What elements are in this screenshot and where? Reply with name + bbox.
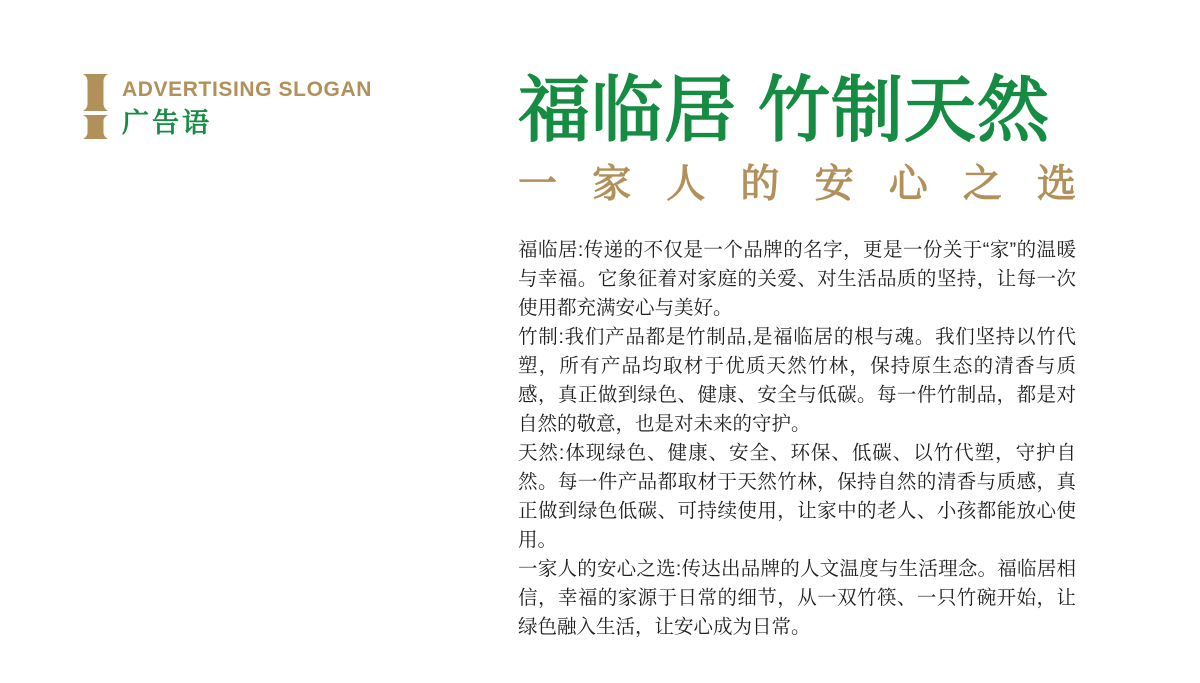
paragraph-fulinju: 福临居:传递的不仅是一个品牌的名字，更是一份关于“家”的温暖与幸福。它象征着对家庭的关爱、对生活品质的坚持，让每一次使用都充满安心与美好。 [518,239,1076,320]
slogan-headline: 福临居 竹制天然 [518,71,1051,151]
slogan-content [518,68,1076,642]
slogan-description [518,236,1076,642]
section-title-chinese: 广告语 [122,108,212,138]
slogan-subheadline: 一家人的安心之选 [518,163,1076,207]
paragraph-anxinzhixuan: 一家人的安心之选:传达出品牌的人文温度与生活理念。福临居相信，幸福的家源于日常的细节，从一双竹筷、一只竹碗开始，让绿色融入生活，让安心成为日常。 [518,558,1076,639]
section-title-english: ADVERTISING SLOGAN [122,78,372,101]
section-header [82,74,372,140]
bamboo-icon [82,74,109,140]
section-titles [122,74,372,137]
paragraph-tianran: 天然:体现绿色、健康、安全、环保、低碳、以竹代塑，守护自然。每一件产品都取材于天然竹林，保持自然的清香与质感，真正做到绿色低碳、可持续使用，让家中的老人、小孩都能放心使用。 [518,442,1076,552]
paragraph-zhuzhi: 竹制:我们产品都是竹制品,是福临居的根与魂。我们坚持以竹代塑，所有产品均取材于优质天然竹林，保持原生态的清香与质感，真正做到绿色、健康、安全与低碳。每一件竹制品，都是对自然的敬意，也是对未来的守护。 [518,326,1076,436]
